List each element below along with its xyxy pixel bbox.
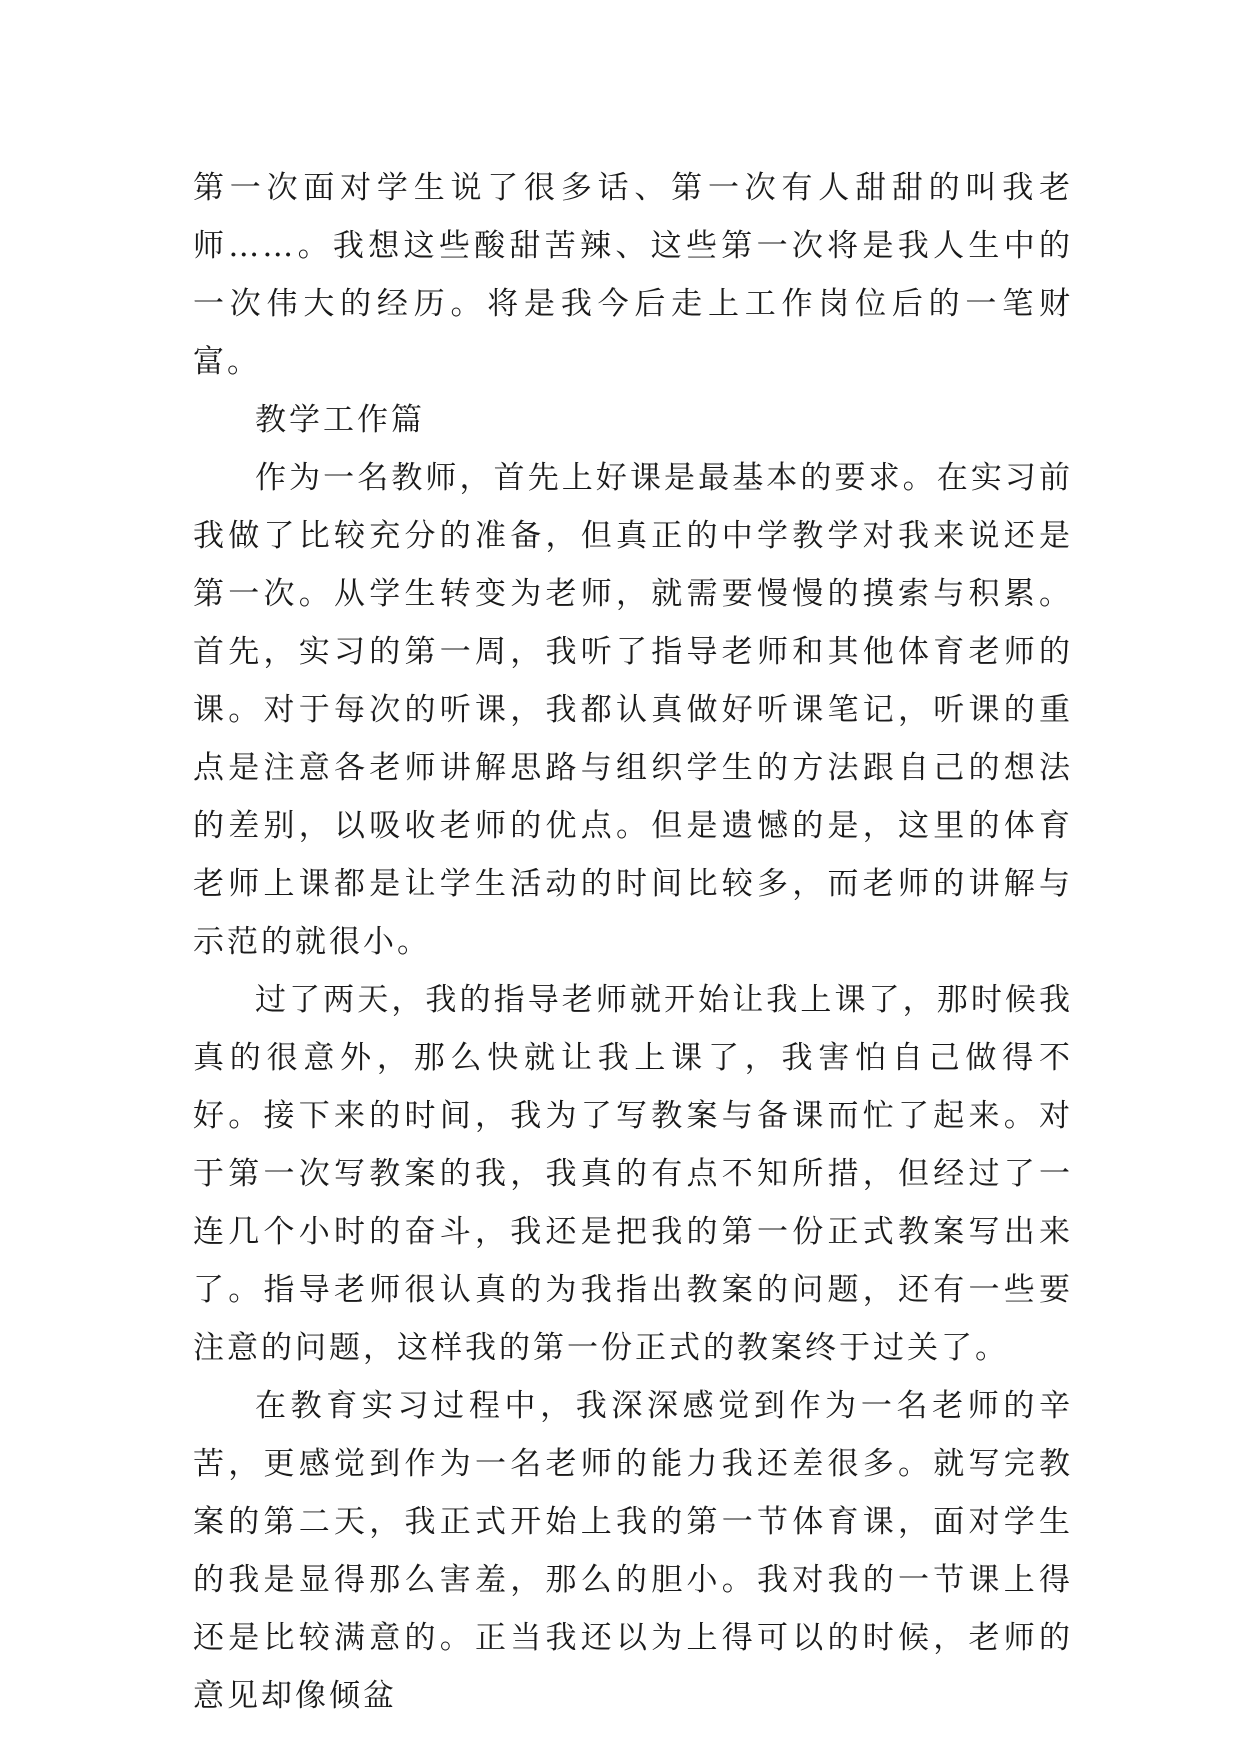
- document-body: [193, 159, 1073, 1725]
- section-heading: 教学工作篇: [255, 402, 425, 438]
- paragraph-intro: 第一次面对学生说了很多话、第一次有人甜甜的叫我老师……。我想这些酸甜苦辣、这些第一次将是我人生中的一次伟大的经历。将是我今后走上工作岗位后的一笔财富。: [193, 170, 1073, 380]
- paragraph-teaching-2: 过了两天，我的指导老师就开始让我上课了，那时候我真的很意外，那么快就让我上课了，我害怕自己做得不好。接下来的时间，我为了写教案与备课而忙了起来。对于第一次写教案的我，我真的有点不知所措，但经过了一连几个小时的奋斗，我还是把我的第一份正式教案写出来了。指导老师很认真的为我指出教案的问题，还有一些要注意的问题，这样我的第一份正式的教案终于过关了。: [193, 982, 1073, 1366]
- paragraph-teaching-3: 在教育实习过程中，我深深感觉到作为一名老师的辛苦，更感觉到作为一名老师的能力我还差很多。就写完教案的第二天，我正式开始上我的第一节体育课，面对学生的我是显得那么害羞，那么的胆小。我对我的一节课上得还是比较满意的。正当我还以为上得可以的时候，老师的意见却像倾盆: [193, 1388, 1073, 1714]
- paragraph-teaching-1: 作为一名教师，首先上好课是最基本的要求。在实习前我做了比较充分的准备，但真正的中学教学对我来说还是第一次。从学生转变为老师，就需要慢慢的摸索与积累。首先，实习的第一周，我听了指导老师和其他体育老师的课。对于每次的听课，我都认真做好听课笔记，听课的重点是注意各老师讲解思路与组织学生的方法跟自己的想法的差别，以吸收老师的优点。但是遗憾的是，这里的体育老师上课都是让学生活动的时间比较多，而老师的讲解与示范的就很小。: [193, 460, 1073, 960]
